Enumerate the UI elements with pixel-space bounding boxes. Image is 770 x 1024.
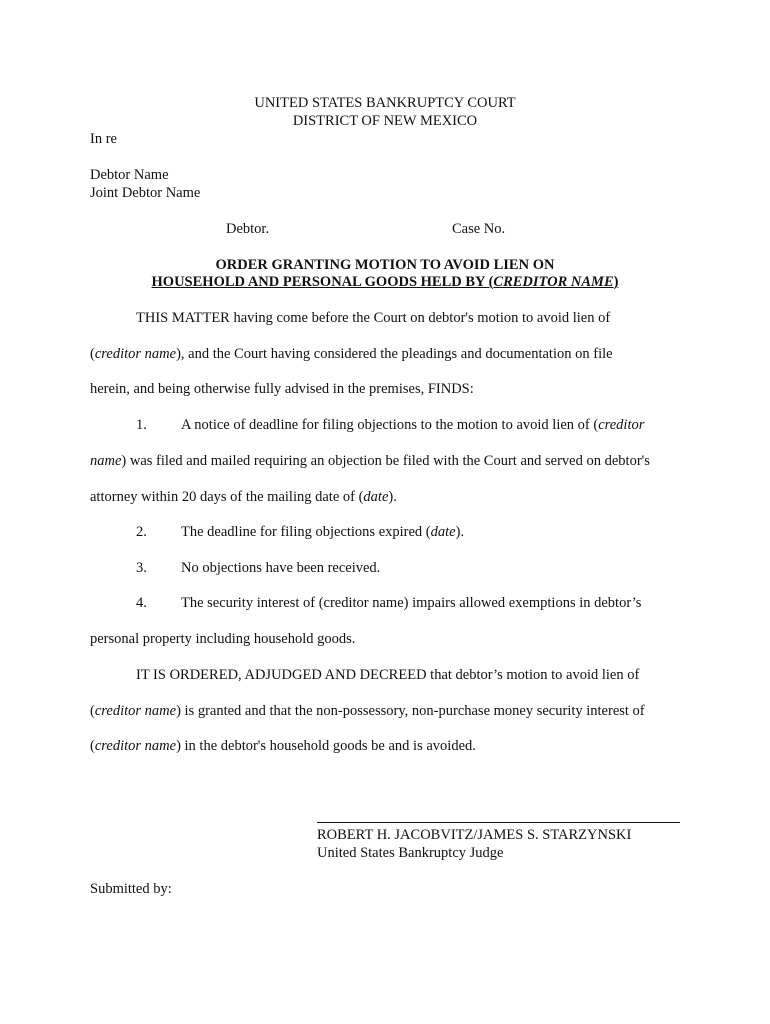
finding-1-line1: [181, 416, 644, 434]
debtor-name: Debtor Name: [90, 167, 169, 183]
finding-1-line2-text: ) was filed and mailed requiring an objection be filed with the Court and served on debtor's: [121, 453, 650, 469]
finding-1-number: 1.: [136, 417, 147, 433]
order-line2: [90, 702, 645, 720]
creditor-placeholder: creditor name: [94, 346, 177, 362]
date-placeholder: date: [430, 524, 456, 540]
order-title-line1: ORDER GRANTING MOTION TO AVOID LIEN ON: [215, 257, 555, 273]
submitted-by-label: Submitted by:: [90, 881, 172, 897]
order-line3-text: ) in the debtor's household goods be and is avoided.: [176, 738, 476, 754]
order-title-line2-prefix: HOUSEHOLD AND PERSONAL GOODS HELD BY (: [151, 274, 494, 290]
judge-names: ROBERT H. JACOBVITZ/JAMES S. STARZYNSKI: [317, 827, 632, 843]
case-number-label: Case No.: [452, 221, 506, 237]
date-placeholder: date: [363, 489, 389, 505]
finding-3-text: No objections have been received.: [181, 560, 381, 576]
finding-4-line1: The security interest of (creditor name) impairs allowed exemptions in debtor’s: [181, 595, 642, 611]
finding-1-text: A notice of deadline for filing objections to the motion to avoid lien of (: [181, 417, 599, 433]
finding-2-end: ).: [455, 524, 465, 540]
order-line1: IT IS ORDERED, ADJUDGED AND DECREED that debtor’s motion to avoid lien of: [136, 667, 640, 683]
finding-2-line: [181, 523, 464, 541]
finding-1-line3-end: ).: [388, 489, 397, 505]
creditor-placeholder: creditor name: [94, 738, 177, 754]
creditor-placeholder: name: [90, 453, 122, 469]
finding-2-text: The deadline for filing objections expired (: [181, 524, 431, 540]
order-title-line2-suffix: ): [613, 274, 619, 290]
paren-open: (: [90, 703, 95, 719]
intro-line3: herein, and being otherwise fully advised in the premises, FINDS:: [90, 381, 474, 397]
order-line2-text: ) is granted and that the non-possessory, non-purchase money security interest of: [176, 703, 645, 719]
finding-3-number: 3.: [136, 560, 147, 576]
in-re-label: In re: [90, 131, 117, 147]
order-line3: [90, 737, 476, 755]
intro-line2-text: ), and the Court having considered the pleadings and documentation on file: [176, 346, 613, 362]
creditor-placeholder: creditor name: [94, 703, 177, 719]
intro-line2: [90, 345, 613, 363]
intro-line1: THIS MATTER having come before the Court on debtor's motion to avoid lien of: [136, 310, 611, 326]
court-name: UNITED STATES BANKRUPTCY COURT: [254, 95, 516, 111]
signature-line: [317, 822, 680, 823]
paren-open: (: [90, 346, 95, 362]
finding-2-number: 2.: [136, 524, 147, 540]
paren-open: (: [90, 738, 95, 754]
finding-1-line3: [90, 488, 397, 506]
order-title-creditor: CREDITOR NAME: [493, 274, 614, 290]
finding-1-line3-text: attorney within 20 days of the mailing date of (: [90, 489, 364, 505]
debtor-label: Debtor.: [226, 221, 270, 237]
creditor-placeholder: creditor: [598, 417, 645, 433]
finding-4-number: 4.: [136, 595, 147, 611]
order-title-line2: [0, 273, 770, 291]
joint-debtor-name: Joint Debtor Name: [90, 185, 201, 201]
court-district: DISTRICT OF NEW MEXICO: [292, 113, 478, 129]
judge-title: United States Bankruptcy Judge: [317, 845, 504, 861]
finding-4-line2: personal property including household goods.: [90, 631, 356, 647]
finding-1-line2: [90, 452, 650, 470]
